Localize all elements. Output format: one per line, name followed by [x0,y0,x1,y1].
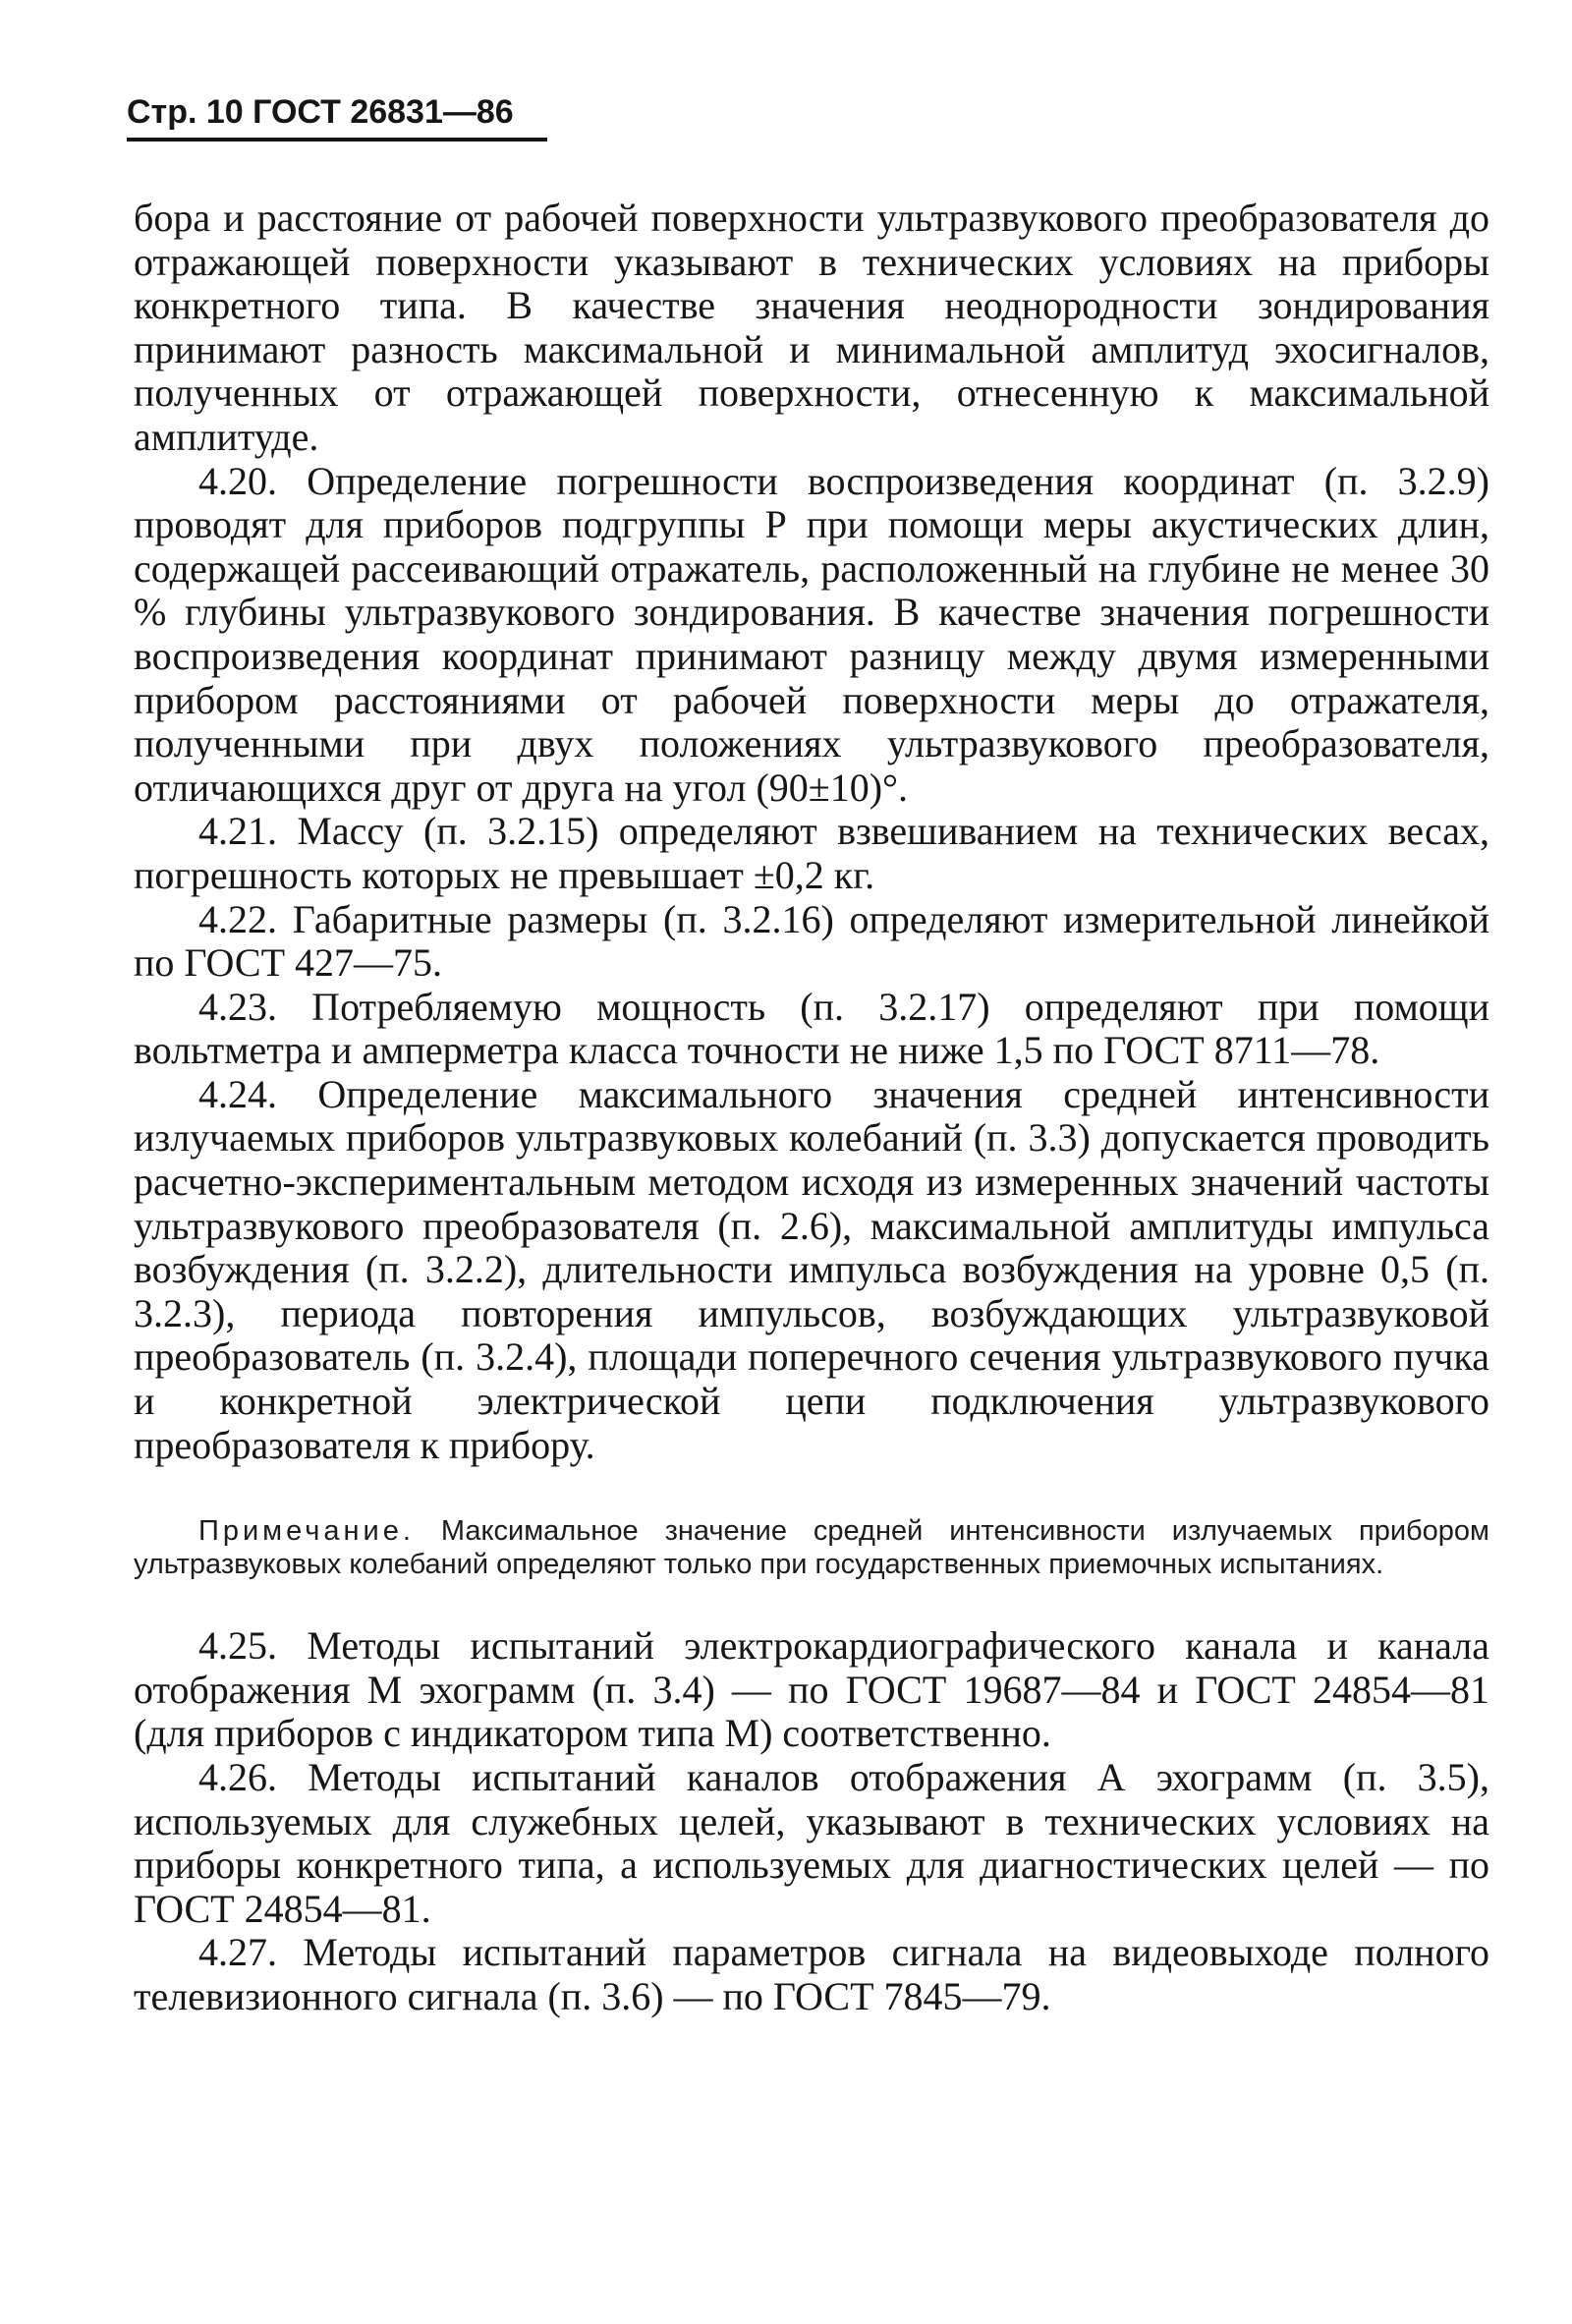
paragraph-continuation: бора и расстояние от рабочей поверхности ультразвукового преобразователя до отражающей поверхности указывают в технических условиях на приборы конкретного типа. В качестве значения неоднородности зондирования принимают разность максимальной и минимальной амплитуд эхосигналов, полученных от отражающей поверхности, отнесенную к максимальной амплитуде. [134,196,1489,459]
paragraph-4-20: 4.20. Определение погрешности воспроизведения координат (п. 3.2.9) проводят для приборов подгруппы Р при помощи меры акустических длин, содержащей рассеивающий отражатель, расположенный на глубине не менее 30 % глубины ультразвукового зондирования. В качестве значения погрешности воспроизведения координат принимают разницу между двумя измеренными прибором расстояниями от рабочей поверхности меры до отражателя, полученными при двух положениях ультразвукового преобразователя, отличающихся друг от друга на угол (90±10)°. [134,458,1489,810]
paragraph-4-23: 4.23. Потребляемую мощность (п. 3.2.17) определяют при помощи вольтметра и амперметра класса точности не ниже 1,5 по ГОСТ 8711—78. [134,984,1489,1073]
note-label: Примечание. [198,1515,415,1548]
document-body [134,197,1489,2019]
paragraph-4-27: 4.27. Методы испытаний параметров сигнала на видеовыходе полного телевизионного сигнала (п. 3.6) — по ГОСТ 7845—79. [134,1930,1489,2018]
paragraph-4-22: 4.22. Габаритные размеры (п. 3.2.16) определяют измерительной линейкой по ГОСТ 427—75. [134,896,1489,986]
page-header: Стр. 10 ГОСТ 26831—86 [127,90,547,142]
paragraph-4-25: 4.25. Методы испытаний электрокардиографического канала и канала отображения М эхограмм (п. 3.4) — по ГОСТ 19687—84 и ГОСТ 24854—81 (для приборов с индикатором типа М) соответственно. [134,1623,1489,1756]
paragraph-4-24: 4.24. Определение максимального значения средней интенсивности излучаемых приборов ультразвуковых колебаний (п. 3.3) допускается проводить расчетно-экспериментальным методом исходя из измеренных значений частоты ультразвукового преобразователя (п. 2.6), максимальной амплитуды импульса возбуждения (п. 3.2.2), длительности импульса возбуждения на уровне 0,5 (п. 3.2.3), периода повторения импульсов, возбуждающих ультразвуковой преобразователь (п. 3.2.4), площади поперечного сечения ультразвукового пучка и конкретной электрической цепи подключения ультразвукового преобразователя к прибору. [134,1071,1489,1467]
note-text: Максимальное значение средней интенсивности излучаемых прибором ультразвуковых колебаний определяют только при государственных приемочных испытаниях. [134,1515,1489,1581]
paragraph-4-21: 4.21. Массу (п. 3.2.15) определяют взвешиванием на технических весах, погрешность которых не превышает ±0,2 кг. [134,809,1489,897]
note-block [134,1514,1489,1581]
paragraph-4-26: 4.26. Методы испытаний каналов отображения А эхограмм (п. 3.5), используемых для служебных целей, указывают в технических условиях на приборы конкретного типа, а используемых для диагностических целей — по ГОСТ 24854—81. [134,1755,1489,1931]
